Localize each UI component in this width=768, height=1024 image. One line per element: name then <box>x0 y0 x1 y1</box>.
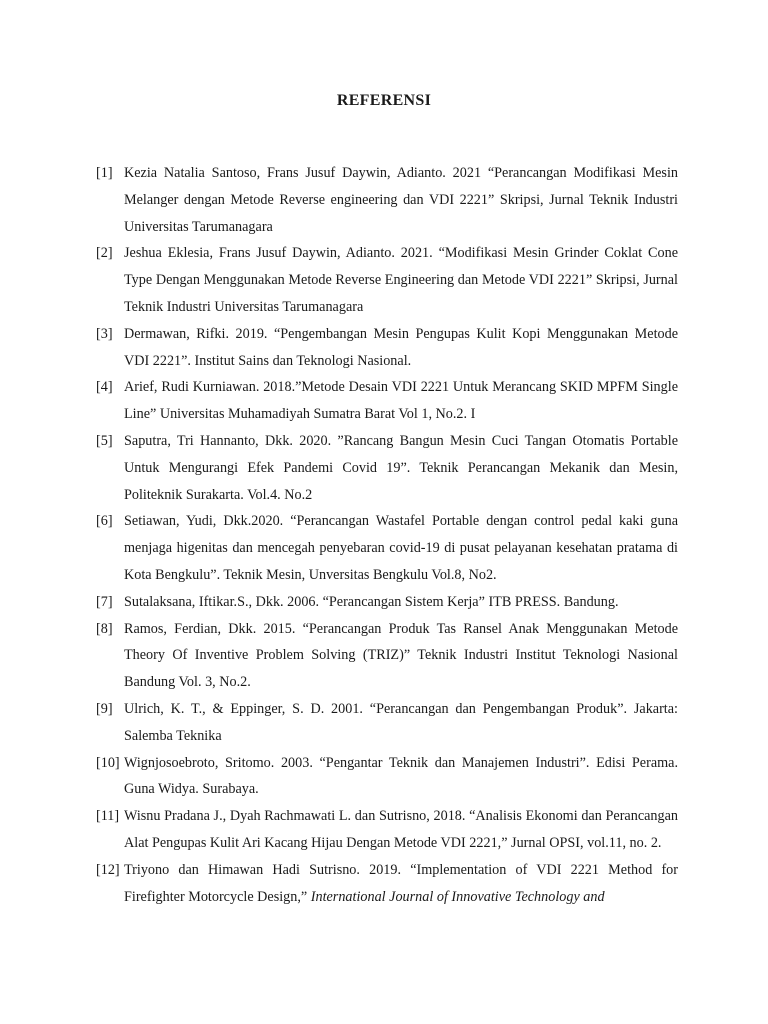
reference-number: [7] <box>96 593 113 610</box>
reference-text-main: Wisnu Pradana J., Dyah Rachmawati L. dan Sutrisno, 2018. “Analisis Ekonomi dan Perancangan Alat Pengupas Kulit Ari Kacang Hijau Dengan Metode VDI 2221,” Jurnal OPSI, vol.11, no. 2. <box>124 808 678 851</box>
reference-text <box>124 616 678 696</box>
reference-item <box>96 803 678 857</box>
reference-text <box>124 374 678 428</box>
reference-item <box>96 589 678 616</box>
reference-text-main: Arief, Rudi Kurniawan. 2018.”Metode Desain VDI 2221 Untuk Merancang SKID MPFM Single Line” Universitas Muhamadiyah Sumatra Barat Vol 1, No.2. I <box>124 379 678 423</box>
reference-text <box>124 696 678 750</box>
reference-text <box>124 160 678 240</box>
reference-text-main: Setiawan, Yudi, Dkk.2020. “Perancangan Wastafel Portable dengan control pedal kaki guna menjaga higenitas dan mencegah penyebaran covid-19 di pusat pelayanan kesehatan pratama di Kota Bengkulu”. Teknik Mesin, Unversitas Bengkulu Vol.8, No2. <box>124 513 678 583</box>
reference-text <box>124 857 678 911</box>
reference-number: [2] <box>96 245 113 262</box>
reference-number: [1] <box>96 165 113 181</box>
reference-item <box>96 240 678 320</box>
reference-item <box>96 857 678 911</box>
reference-item <box>96 428 678 508</box>
reference-number: [10] <box>96 754 120 771</box>
reference-number: [11] <box>96 808 120 825</box>
reference-text-italic: International Journal of Innovative Technology and <box>310 888 605 905</box>
reference-number: [5] <box>96 432 113 449</box>
reference-item <box>96 160 678 240</box>
reference-text-main: Kezia Natalia Santoso, Frans Jusuf Daywin, Adianto. 2021 “Perancangan Modifikasi Mesin Melanger dengan Metode Reverse engineering dan VDI 2221” Skripsi, Jurnal Teknik Industri Universitas Tarumanagara <box>124 165 678 235</box>
reference-item <box>96 321 678 375</box>
reference-text-main: Jeshua Eklesia, Frans Jusuf Daywin, Adianto. 2021. “Modifikasi Mesin Grinder Coklat Cone Type Dengan Menggunakan Metode Reverse Engineering dan Metode VDI 2221” Skripsi, Jurnal Teknik Industri Universitas Tarumanagara <box>124 245 678 315</box>
reference-number: [6] <box>96 513 113 530</box>
reference-number: [12] <box>96 861 120 878</box>
reference-text-main: Sutalaksana, Iftikar.S., Dkk. 2006. “Perancangan Sistem Kerja” ITB PRESS. Bandung. <box>124 593 619 610</box>
reference-text-main: Triyono dan Himawan Hadi Sutrisno. 2019. “Implementation of VDI 2221 Method for Firefighter Motorcycle Design,” <box>124 861 678 905</box>
reference-text-main: Ramos, Ferdian, Dkk. 2015. “Perancangan Produk Tas Ransel Anak Menggunakan Metode Theory Of Inventive Problem Solving (TRIZ)” Teknik Industri Institut Teknologi Nasional Bandung Vol. 3, No.2. <box>124 620 678 691</box>
reference-text <box>124 589 678 616</box>
page-title: REFERENSI <box>336 92 432 109</box>
reference-item <box>96 750 678 804</box>
reference-text <box>124 803 678 857</box>
reference-text <box>124 240 678 320</box>
reference-list <box>96 160 678 910</box>
reference-text-main: Dermawan, Rifki. 2019. “Pengembangan Mesin Pengupas Kulit Kopi Menggunakan Metode VDI 2221”. Institut Sains dan Teknologi Nasional. <box>124 325 678 369</box>
reference-number: [8] <box>96 620 113 637</box>
reference-item <box>96 508 678 588</box>
reference-text <box>124 750 678 804</box>
reference-item <box>96 696 678 750</box>
reference-text-main: Saputra, Tri Hannanto, Dkk. 2020. ”Rancang Bangun Mesin Cuci Tangan Otomatis Portable Untuk Mengurangi Efek Pandemi Covid 19”. Teknik Perancangan Mekanik dan Mesin, Politeknik Surakarta. Vol.4. No.2 <box>124 432 678 503</box>
reference-text <box>124 321 678 375</box>
reference-text-main: Wignjosoebroto, Sritomo. 2003. “Pengantar Teknik dan Manajemen Industri”. Edisi Perama. Guna Widya. Surabaya. <box>124 754 678 798</box>
reference-text <box>124 428 678 508</box>
reference-item <box>96 374 678 428</box>
reference-number: [9] <box>96 700 113 717</box>
reference-text-main: Ulrich, K. T., & Eppinger, S. D. 2001. “Perancangan dan Pengembangan Produk”. Jakarta: Salemba Teknika <box>124 700 678 744</box>
reference-item <box>96 616 678 696</box>
reference-number: [4] <box>96 379 113 396</box>
reference-text <box>124 508 678 588</box>
reference-number: [3] <box>96 325 113 342</box>
